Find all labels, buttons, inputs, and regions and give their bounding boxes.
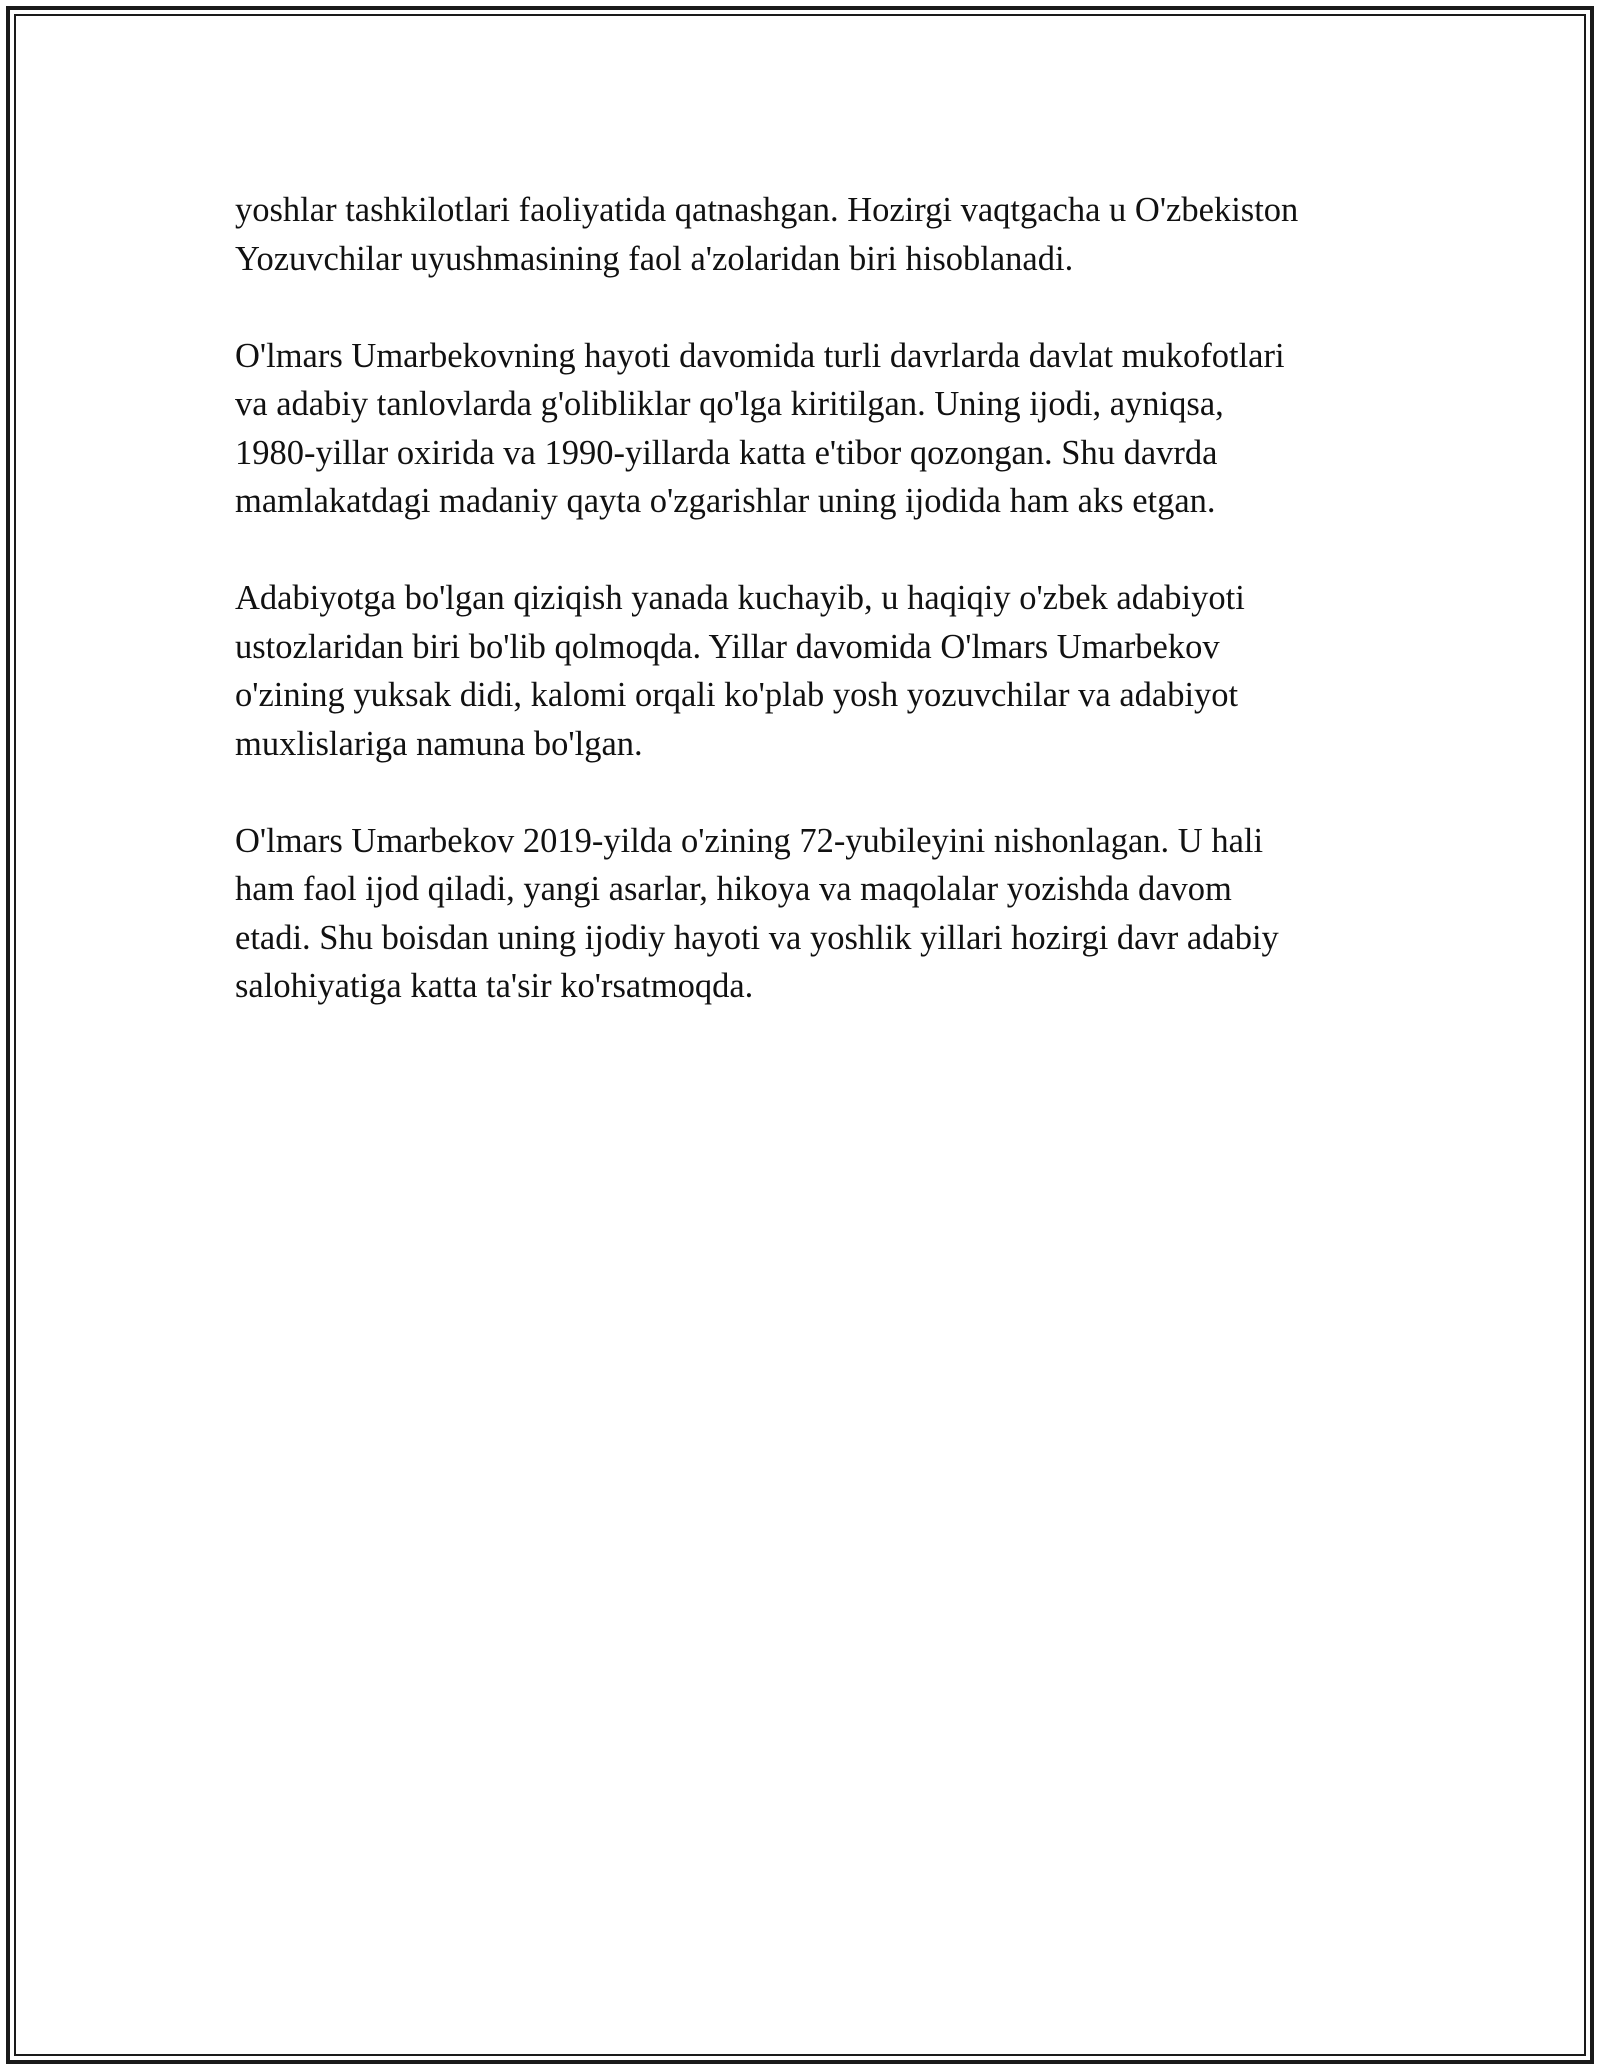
paragraph-3 bbox=[235, 574, 1385, 768]
text-line: Adabiyotga bo'lgan qiziqish yanada kuchayib, u haqiqiy o'zbek adabiyoti bbox=[235, 579, 1245, 617]
text-line: O'lmars Umarbekovning hayoti davomida turli davrlarda davlat mukofotlari bbox=[235, 336, 1285, 375]
text-line: o'zining yuksak didi, kalomi orqali ko'plab yosh yozuvchilar va adabiyot bbox=[235, 676, 1239, 714]
text-line: mamlakatdagi madaniy qayta o'zgarishlar uning ijodida ham aks etgan. bbox=[235, 482, 1216, 520]
text-line: va adabiy tanlovlarda g'olibliklar qo'lga kiritilgan. Uning ijodi, ayniqsa, bbox=[235, 385, 1224, 423]
text-line: yoshlar tashkilotlari faoliyatida qatnashgan. Hozirgi vaqtgacha u O'zbekiston bbox=[235, 191, 1299, 229]
text-line: ustozlaridan biri bo'lib qolmoqda. Yillar davomida O'lmars Umarbekov bbox=[235, 627, 1220, 666]
paragraph-2 bbox=[235, 332, 1385, 526]
text-line: Yozuvchilar uyushmasining faol a'zolaridan biri hisoblanadi. bbox=[235, 239, 1074, 278]
text-line: O'lmars Umarbekov 2019-yilda o'zining 72-yubileyini nishonlagan. U hali bbox=[235, 821, 1264, 860]
text-line: 1980-yillar oxirida va 1990-yillarda katta e'tibor qozongan. Shu davrda bbox=[235, 433, 1218, 472]
text-line: muxlislariga namuna bo'lgan. bbox=[235, 724, 643, 763]
text-line: etadi. Shu boisdan uning ijodiy hayoti va yoshlik yillari hozirgi davr adabiy bbox=[235, 918, 1279, 957]
paragraph-4 bbox=[235, 817, 1385, 1011]
text-line: ham faol ijod qiladi, yangi asarlar, hikoya va maqolalar yozishda davom bbox=[235, 870, 1232, 908]
text-line: salohiyatiga katta ta'sir ko'rsatmoqda. bbox=[235, 967, 754, 1005]
paragraph-1 bbox=[235, 186, 1385, 283]
document-body bbox=[235, 186, 1385, 1059]
